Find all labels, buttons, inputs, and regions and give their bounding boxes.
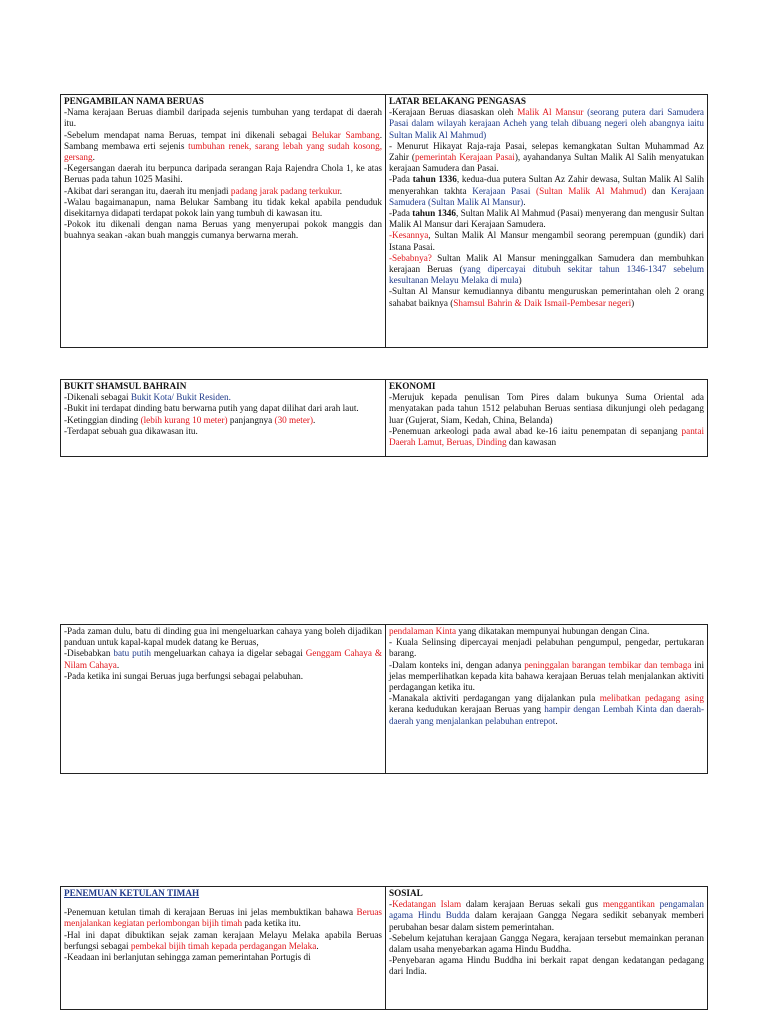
paragraph: -Kedatangan Islam dalam kerajaan Beruas sekali gus menggantikan pengamalan agama Hindu Budda dalam kerajaan Gangga Negara sedikit sebanyak memberi perubahan besar dalam sistem pemerintahan.	[389, 899, 705, 932]
cell-bukit-continuation	[61, 625, 386, 773]
paragraph: -Keadaan ini berlanjutan sehingga zaman pemerintahan Portugis di	[64, 952, 311, 963]
table-continuation	[60, 624, 708, 774]
paragraph: -Kegersangan daerah itu berpunca daripada serangan Raja Rajendra Chola 1, ke atas Beruas pada tahun 1025 Masihi.	[64, 163, 382, 185]
paragraph: -Hal ini dapat dibuktikan sejak zaman kerajaan Melayu Melaka apabila Beruas berfungsi sebagai pembekal bijih timah kepada perdagangan Melaka.	[64, 929, 382, 951]
paragraph: -Nama kerajaan Beruas diambil daripada sejenis tumbuhan yang terdapat di daerah itu.	[64, 107, 382, 129]
paragraph: -Penyebaran agama Hindu Buddha ini berkait rapat dengan kedatangan pedagang dari India.	[389, 955, 704, 977]
table-pengambilan-latar	[60, 94, 708, 348]
paragraph: -Bukit ini terdapat dinding batu berwarna putih yang dapat dilihat dari arah laut.	[64, 403, 359, 414]
paragraph: -Dikenali sebagai Bukit Kota/ Bukit Residen.	[64, 392, 231, 403]
paragraph: -Penemuan ketulan timah di kerajaan Beruas ini jelas membuktikan bahawa Beruas menjalankan kegiatan perlombongan bijih timah pada ketika itu.	[64, 907, 382, 929]
paragraph: -Kesannya, Sultan Malik Al Mansur mengambil seorang perempuan (gundik) dari Istana Pasai.	[389, 230, 704, 252]
paragraph: -Pada tahun 1336, kedua-dua putera Sultan Az Zahir dewasa, Sultan Malik Al Salih menyerahkan takhta Kerajaan Pasai (Sultan Malik Al Mahmud) dan Kerajaan Samudera (Sultan Malik Al Mansur).	[389, 174, 705, 207]
table-bukit-ekonomi	[60, 379, 708, 457]
cell-bukit-shamsul-bahrain	[61, 380, 386, 456]
paragraph: -Penemuan arkeologi pada awal abad ke-16 iaitu penempatan di sepanjang pantai Daerah Lamut, Beruas, Dinding dan kawasan	[389, 425, 704, 448]
paragraph: - Kuala Selinsing dipercayai menjadi pelabuhan pengumpul, pengedar, pertukaran barang.	[389, 637, 704, 659]
heading-ekonomi: EKONOMI	[389, 381, 436, 391]
cell-pengambilan-nama-beruas	[61, 95, 386, 347]
paragraph: -Sultan Al Mansur kemudiannya dibantu menguruskan pemerintahan oleh 2 orang sahabat baiknya (Shamsul Bahrin & Daik Ismail-Pembesar negeri)	[389, 286, 704, 308]
paragraph: -Dalam konteks ini, dengan adanya peninggalan barangan tembikar dan tembaga ini jelas memperlihatkan kepada kita bahawa kerajaan Beruas telah menjalankan aktiviti perdagangan ketika itu.	[389, 659, 705, 693]
heading-bukit-shamsul-bahrain: BUKIT SHAMSUL BAHRAIN	[64, 381, 187, 391]
paragraph: -Manakala aktiviti perdagangan yang dijalankan pula melibatkan pedagang asing kerana kedudukan kerajaan Beruas yang hampir dengan Lembah Kinta dan daerah-daerah yang menjalankan pelabuhan entrepot.	[389, 693, 704, 726]
cell-ekonomi-continuation	[386, 625, 707, 773]
paragraph: -Merujuk kepada penulisan Tom Pires dalam bukunya Suma Oriental ada menyatakan pada tahun 1512 pelabuhan Beruas sentiasa dikunjungi oleh pedagang luar (Gujerat, Siam, Kedah, China, Belanda)	[389, 392, 704, 425]
cell-latar-belakang-pengasas	[386, 95, 707, 347]
paragraph: -Pada ketika ini sungai Beruas juga berfungsi sebagai pelabuhan.	[64, 670, 304, 681]
paragraph: -Sebabnya? Sultan Malik Al Mansur meninggalkan Samudera dan membuhkan kerajaan Beruas (yang dipercayai ditubuh sekitar tahun 1346-1347 sebelum kesultanan Melayu Melaka di mula)	[389, 252, 704, 286]
cell-sosial	[386, 887, 707, 1009]
paragraph: -Pada tahun 1346, Sultan Malik Al Mahmud (Pasai) menyerang dan mengusir Sultan Malik Al Mansur dari Kerajaan Samudera.	[389, 208, 705, 230]
paragraph: -Ketinggian dinding (lebih kurang 10 meter) panjangnya (30 meter).	[64, 414, 316, 425]
cell-ekonomi	[386, 380, 707, 456]
paragraph: -Pokok itu dikenali dengan nama Beruas yang menyerupai pokok manggis dan buahnya seakan -akan buah manggis cumanya berwarna merah.	[64, 219, 382, 241]
paragraph: -Sebelum kejatuhan kerajaan Gangga Negara, kerajaan tersebut memainkan peranan dalam usaha menyebarkan agama Hindu Buddha.	[389, 932, 704, 955]
paragraph: pendalaman Kinta yang dikatakan mempunyai hubungan dengan Cina.	[389, 626, 650, 636]
heading-sosial: SOSIAL	[389, 888, 423, 898]
paragraph: -Disebabkan batu putih mengeluarkan cahaya ia digelar sebagai Genggam Cahaya & Nilam Cahaya.	[64, 648, 382, 670]
paragraph: -Sebelum mendapat nama Beruas, tempat ini dikenali sebagai Belukar Sambang. Sambang membawa erti sejenis tumbuhan renek, sarang lebah yang sudah kosong, gersang.	[64, 129, 382, 163]
cell-penemuan-ketulan-timah	[61, 887, 386, 1009]
paragraph: -Walau bagaimanapun, nama Belukar Sambang itu tidak kekal apabila penduduk disekitarnya didapati terdapat pokok lain yang tumbuh di kawasan itu.	[64, 196, 382, 219]
paragraph: -Kerajaan Beruas diasaskan oleh Malik Al Mansur (seorang putera dari Samudera Pasai dalam wilayah kerajaan Acheh yang telah dibuang negeri oleh abangnya iaitu Sultan Malik Al Mahmud)	[389, 107, 704, 140]
heading-penemuan-ketulan-timah: PENEMUAN KETULAN TIMAH	[64, 888, 200, 898]
paragraph: - Menurut Hikayat Raja-raja Pasai, selepas kemangkatan Sultan Muhammad Az Zahir (pemerintah Kerajaan Pasai), ayahandanya Sultan Malik Al Salih menyatukan kerajaan Samudera dan Pasai.	[389, 140, 704, 174]
paragraph: -Terdapat sebuah gua dikawasan itu.	[64, 425, 198, 436]
heading-latar-belakang-pengasas: LATAR BELAKANG PENGASAS	[389, 96, 526, 106]
paragraph: -Akibat dari serangan itu, daerah itu menjadi padang jarak padang terkukur.	[64, 185, 343, 196]
paragraph: -Pada zaman dulu, batu di dinding gua ini mengeluarkan cahaya yang boleh dijadikan panduan untuk kapal-kapal mudek datang ke Beruas,	[64, 626, 382, 648]
heading-pengambilan-nama-beruas: PENGAMBILAN NAMA BERUAS	[64, 96, 204, 106]
table-timah-sosial	[60, 886, 708, 1010]
